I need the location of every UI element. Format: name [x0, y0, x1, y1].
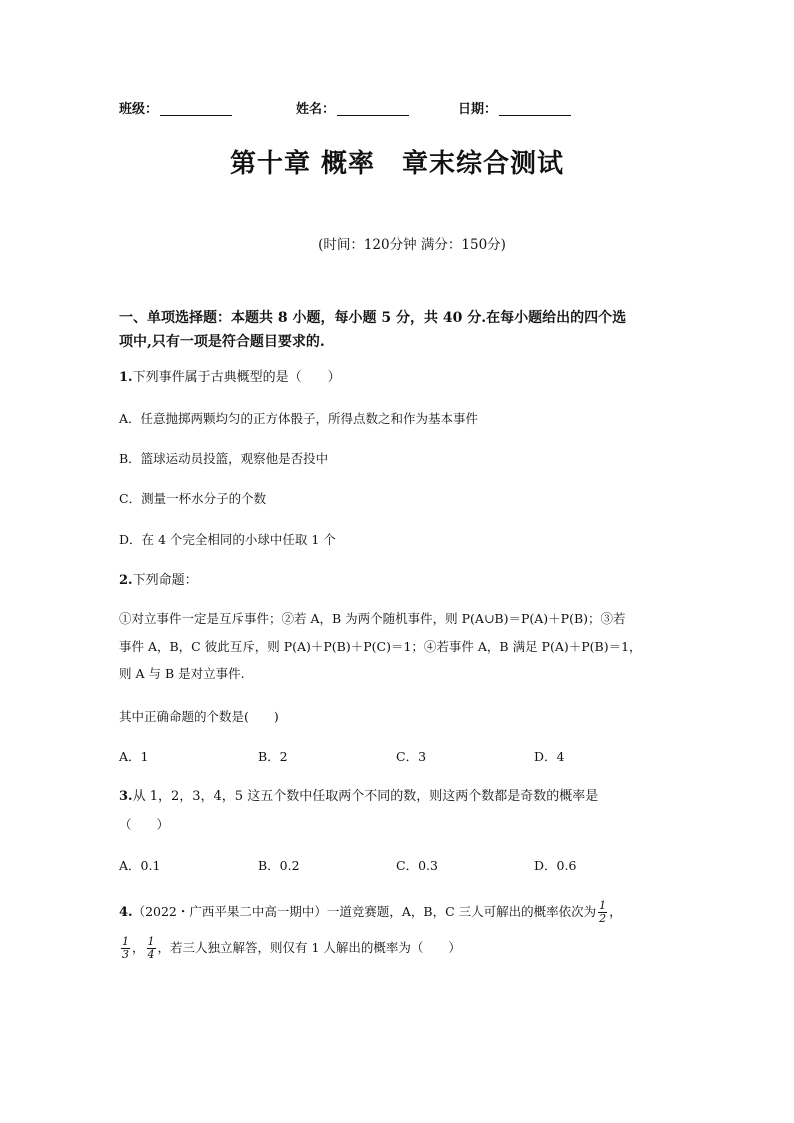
q2-body-line1: ①对立事件一定是互斥事件；②若 A，B 为两个随机事件，则 P(A∪B)＝P(A)＋P(B)；③若: [119, 611, 626, 626]
q3-option-d[interactable]: D．0.6: [534, 858, 577, 873]
exam-info: (时间：120分钟 满分：150分): [318, 237, 506, 253]
fraction-denominator: 3: [122, 948, 129, 961]
q1-option-c[interactable]: C．测量一杯水分子的个数: [119, 491, 267, 506]
fraction-denominator: 4: [147, 948, 155, 961]
page-title: 第十章 概率 章末综合测试: [229, 149, 565, 179]
separator-comma: ，: [609, 905, 623, 920]
question-stem: （2022・广西平果二中高一期中）一道竞赛题，A，B，C 三人可解出的概率依次为: [132, 904, 597, 919]
fraction-one-half: [598, 900, 607, 925]
question-stem-continued: ，若三人独立解答，则仅有 1 人解出的概率为（ ）: [157, 940, 461, 955]
separator-comma: ，: [132, 940, 145, 955]
question-number: 1.: [119, 370, 133, 385]
fraction-numerator: 1: [147, 935, 155, 948]
q2-body-line2: 事件 A，B，C 彼此互斥，则 P(A)＋P(B)＋P(C)＝1；④若事件 A，B 满足 P(A)＋P(B)＝1，: [119, 639, 642, 654]
q2-option-a[interactable]: A．1: [119, 749, 149, 764]
date-field: [458, 98, 571, 117]
q1-option-d[interactable]: D．在 4 个完全相同的小球中任取 1 个: [119, 532, 336, 547]
q3-option-c[interactable]: C．0.3: [396, 858, 438, 873]
q3-option-a[interactable]: A．0.1: [119, 858, 161, 873]
fraction-denominator: 2: [599, 912, 607, 925]
date-label: 日期：: [458, 102, 498, 117]
question-1: [119, 369, 341, 387]
date-blank[interactable]: [499, 101, 571, 116]
fraction-one-third: [121, 936, 130, 961]
q3-option-b[interactable]: B．0.2: [258, 858, 300, 873]
q2-option-d[interactable]: D．4: [534, 749, 565, 764]
question-number: 3.: [119, 789, 133, 804]
class-blank[interactable]: [160, 101, 232, 116]
section-heading-line2: 项中,只有一项是符合题目要求的.: [119, 334, 325, 350]
q3-stem-continued: （ ）: [119, 817, 170, 832]
question-number: 2.: [119, 573, 133, 588]
class-label: 班级：: [119, 102, 159, 117]
question-2: [119, 572, 198, 590]
section-heading-line1: 一、单项选择题：本题共 8 小题，每小题 5 分，共 40 分.在每小题给出的四个选: [119, 310, 627, 326]
fraction-numerator: 1: [599, 899, 607, 912]
question-4: [119, 900, 622, 925]
question-stem: 下列事件属于古典概型的是（ ）: [132, 370, 341, 385]
q2-option-c[interactable]: C．3: [396, 749, 427, 764]
q1-option-a[interactable]: A．任意抛掷两颗均匀的正方体骰子，所得点数之和作为基本事件: [119, 411, 479, 426]
question-stem: 从 1，2，3，4，5 这五个数中任取两个不同的数，则这两个数都是奇数的概率是: [132, 789, 599, 804]
name-blank[interactable]: [337, 101, 409, 116]
q1-option-b[interactable]: B．篮球运动员投篮，观察他是否投中: [119, 451, 329, 466]
question-stem: 下列命题：: [132, 573, 198, 588]
fraction-numerator: 1: [122, 935, 129, 948]
name-label: 姓名：: [296, 102, 336, 117]
q2-option-b[interactable]: B．2: [258, 749, 288, 764]
q2-question: 其中正确命题的个数是( ): [119, 709, 279, 724]
question-3: [119, 788, 598, 806]
fraction-one-quarter: [147, 936, 156, 961]
name-field: [296, 98, 409, 117]
question-4-line2: [119, 936, 461, 961]
q2-body-line3: 则 A 与 B 是对立事件.: [119, 666, 245, 681]
class-field: [119, 98, 232, 117]
question-number: 4.: [119, 905, 133, 920]
